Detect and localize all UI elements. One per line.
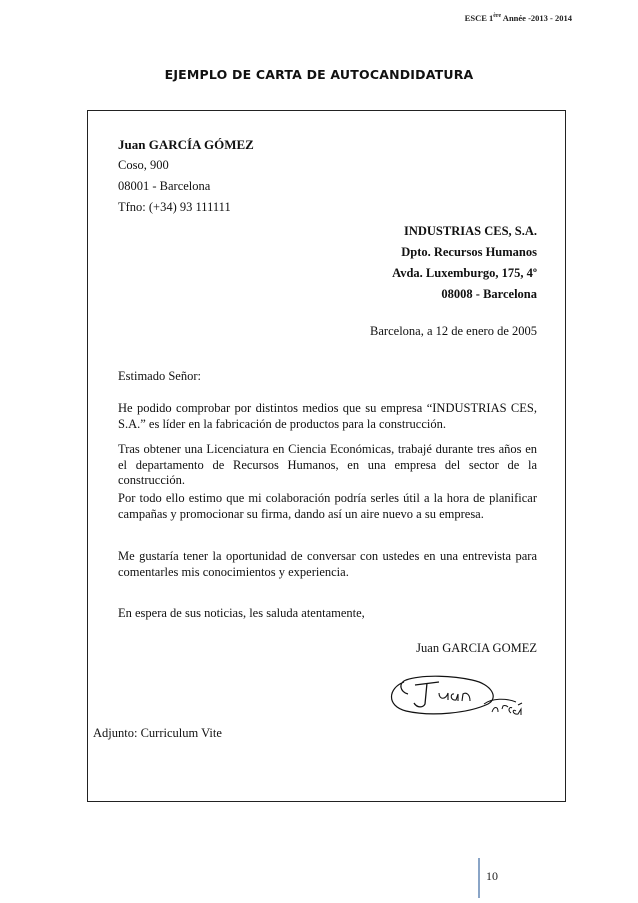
recipient-block — [392, 221, 537, 305]
page-number: 10 — [486, 869, 498, 883]
handwritten-signature — [384, 668, 534, 725]
salutation: Estimado Señor: — [118, 369, 201, 383]
closing-line: En espera de sus noticias, les saluda atentamente, — [118, 606, 365, 620]
sender-city: 08001 - Barcelona — [118, 179, 211, 193]
letter-date: Barcelona, a 12 de enero de 2005 — [370, 324, 537, 338]
recipient-department: Dpto. Recursos Humanos — [401, 245, 537, 259]
sender-block — [118, 134, 254, 218]
sender-phone: Tfno: (+34) 93 111111 — [118, 200, 231, 214]
sender-name: Juan GARCÍA GÓMEZ — [118, 137, 254, 152]
body-paragraph: He podido comprobar por distintos medios que su empresa “INDUSTRIAS CES, S.A.” es líder en la fabricación de productos para la construcción. — [118, 401, 537, 431]
body-paragraph: Por todo ello estimo que mi colaboración podría serles útil a la hora de planificar campañas y promocionar su firma, dando así un aire nuevo a su empresa. — [118, 491, 537, 521]
recipient-address: Avda. Luxemburgo, 175, 4º — [392, 266, 537, 280]
signature-drawing — [384, 668, 534, 720]
body-paragraph: Me gustaría tener la oportunidad de conversar con ustedes en una entrevista para comentarles mis conocimientos y experiencia. — [118, 549, 537, 579]
body-paragraph: Tras obtener una Licenciatura en Ciencia Económicas, trabajé durante tres años en el departamento de Recursos Humanos, en una empresa del sector de la construcción. — [118, 442, 537, 487]
page-number-rule — [478, 858, 480, 898]
running-header: ESCE 1ère Année -2013 - 2014 — [464, 13, 572, 23]
signer-name: Juan GARCIA GOMEZ — [416, 641, 537, 655]
attachment-note: Adjunto: Curriculum Vite — [93, 726, 222, 740]
document-title: EJEMPLO DE CARTA DE AUTOCANDIDATURA — [164, 67, 474, 82]
recipient-city: 08008 - Barcelona — [441, 287, 537, 301]
sender-street: Coso, 900 — [118, 158, 169, 172]
recipient-company: INDUSTRIAS CES, S.A. — [403, 224, 537, 238]
